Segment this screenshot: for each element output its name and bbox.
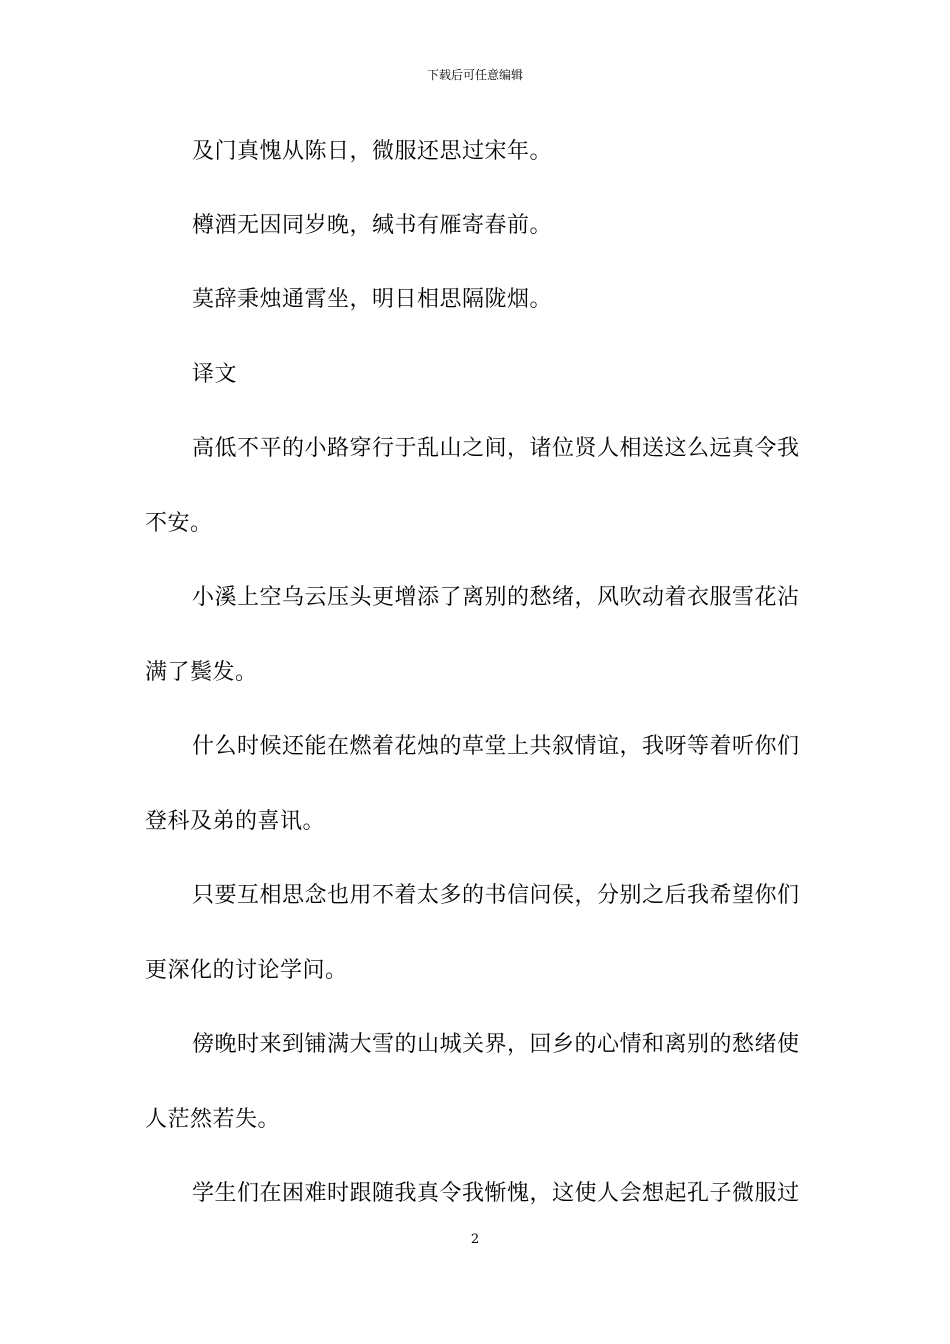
poem-line-1: 及门真愧从陈日，微服还思过宋年。 — [192, 139, 553, 164]
paragraph-4-line-2: 更深化的讨论学问。 — [145, 958, 348, 983]
poem-line-3: 莫辞秉烛通霄坐，明日相思隔陇烟。 — [192, 287, 553, 312]
paragraph-5-line-1: 傍晚时来到铺满大雪的山城关界，回乡的心情和离别的愁绪使 — [192, 1032, 800, 1057]
paragraph-3-line-1: 什么时候还能在燃着花烛的草堂上共叙情谊，我呀等着听你们 — [192, 734, 800, 759]
paragraph-3-line-2: 登科及弟的喜讯。 — [145, 809, 326, 834]
poem-line-2: 樽酒无因同岁晚，缄书有雁寄春前。 — [192, 213, 553, 238]
page-number: 2 — [470, 1232, 480, 1247]
paragraph-2-line-1: 小溪上空乌云压头更增添了离别的愁绪，风吹动着衣服雪花沾 — [192, 585, 800, 610]
paragraph-6-line-1: 学生们在困难时跟随我真令我惭愧，这使人会想起孔子微服过 — [192, 1181, 800, 1206]
section-heading-translation: 译文 — [192, 362, 238, 387]
paragraph-4-line-1: 只要互相思念也用不着太多的书信问侯，分别之后我希望你们 — [192, 883, 800, 908]
paragraph-1-line-2: 不安。 — [145, 511, 213, 536]
page-header: 下载后可任意编辑 — [426, 68, 523, 82]
paragraph-5-line-2: 人茫然若失。 — [145, 1107, 281, 1132]
paragraph-2-line-2: 满了鬓发。 — [145, 660, 258, 685]
paragraph-1-line-1: 高低不平的小路穿行于乱山之间，诸位贤人相送这么远真令我 — [192, 436, 800, 461]
